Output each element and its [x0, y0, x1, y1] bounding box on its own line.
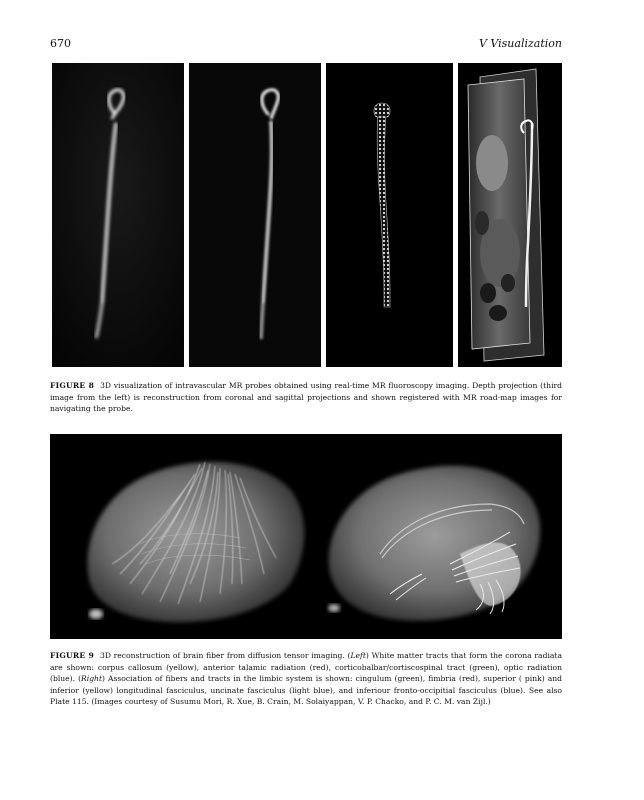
figure9-caption: [50, 650, 562, 708]
figure9-caption-left: ) White matter tracts that form the corona radiata are shown: corpus callosum (yellow), anterior talamic radiation (red), corticobalbar/cortiscospinal tract (green), optic radiation (blue). (: [50, 651, 562, 683]
figure8-panel-depth-projection: [326, 63, 453, 367]
probe-mesh-depth-projection: [326, 63, 453, 367]
figure8-label: FIGURE 8: [50, 381, 95, 390]
road-map-registration-image: [458, 63, 562, 367]
brain-fiber-reconstruction: [50, 434, 562, 639]
figure9-label: FIGURE 9: [50, 651, 94, 660]
figure9-image: [50, 434, 562, 639]
figure8-panel-sagittal: [189, 63, 321, 367]
figure9-caption-intro: 3D reconstruction of brain fiber from diffusion tensor imaging. (: [100, 651, 351, 660]
figure8-caption: [50, 380, 562, 415]
probe-image-sagittal: [189, 63, 321, 367]
running-head: V Visualization: [478, 37, 562, 50]
probe-image-coronal: [52, 63, 184, 367]
page-number: 670: [50, 37, 71, 50]
figure9-caption-right: ) Association of fibers and tracts in the limbic system is shown: cingulum (green), fimbria (red), superior ( pink) and inferior (yellow) longitudinal fasciculus, uncinate fasciculus (light blue), and inferiour fronto-occipitial fasciculus (blue). See also Plate 115. (Images courtesy of Susumu Mori, R. Xue, B. Crain, M. Solaiyappan, V. P. Chacko, and P. C. M. van Zijl.): [50, 674, 562, 706]
figure9-right-tag: Right: [81, 674, 102, 683]
figure8-caption-text: 3D visualization of intravascular MR probes obtained using real-time MR fluoroscopy imaging. Depth projection (third image from the left) is reconstruction from coronal and sagittal projections and shown registered with MR road-map images for navigating the probe.: [50, 381, 562, 413]
figure9-left-tag: Left: [350, 651, 366, 660]
figure8-panel-coronal: [52, 63, 184, 367]
figure8-panel-road-map: [458, 63, 562, 367]
